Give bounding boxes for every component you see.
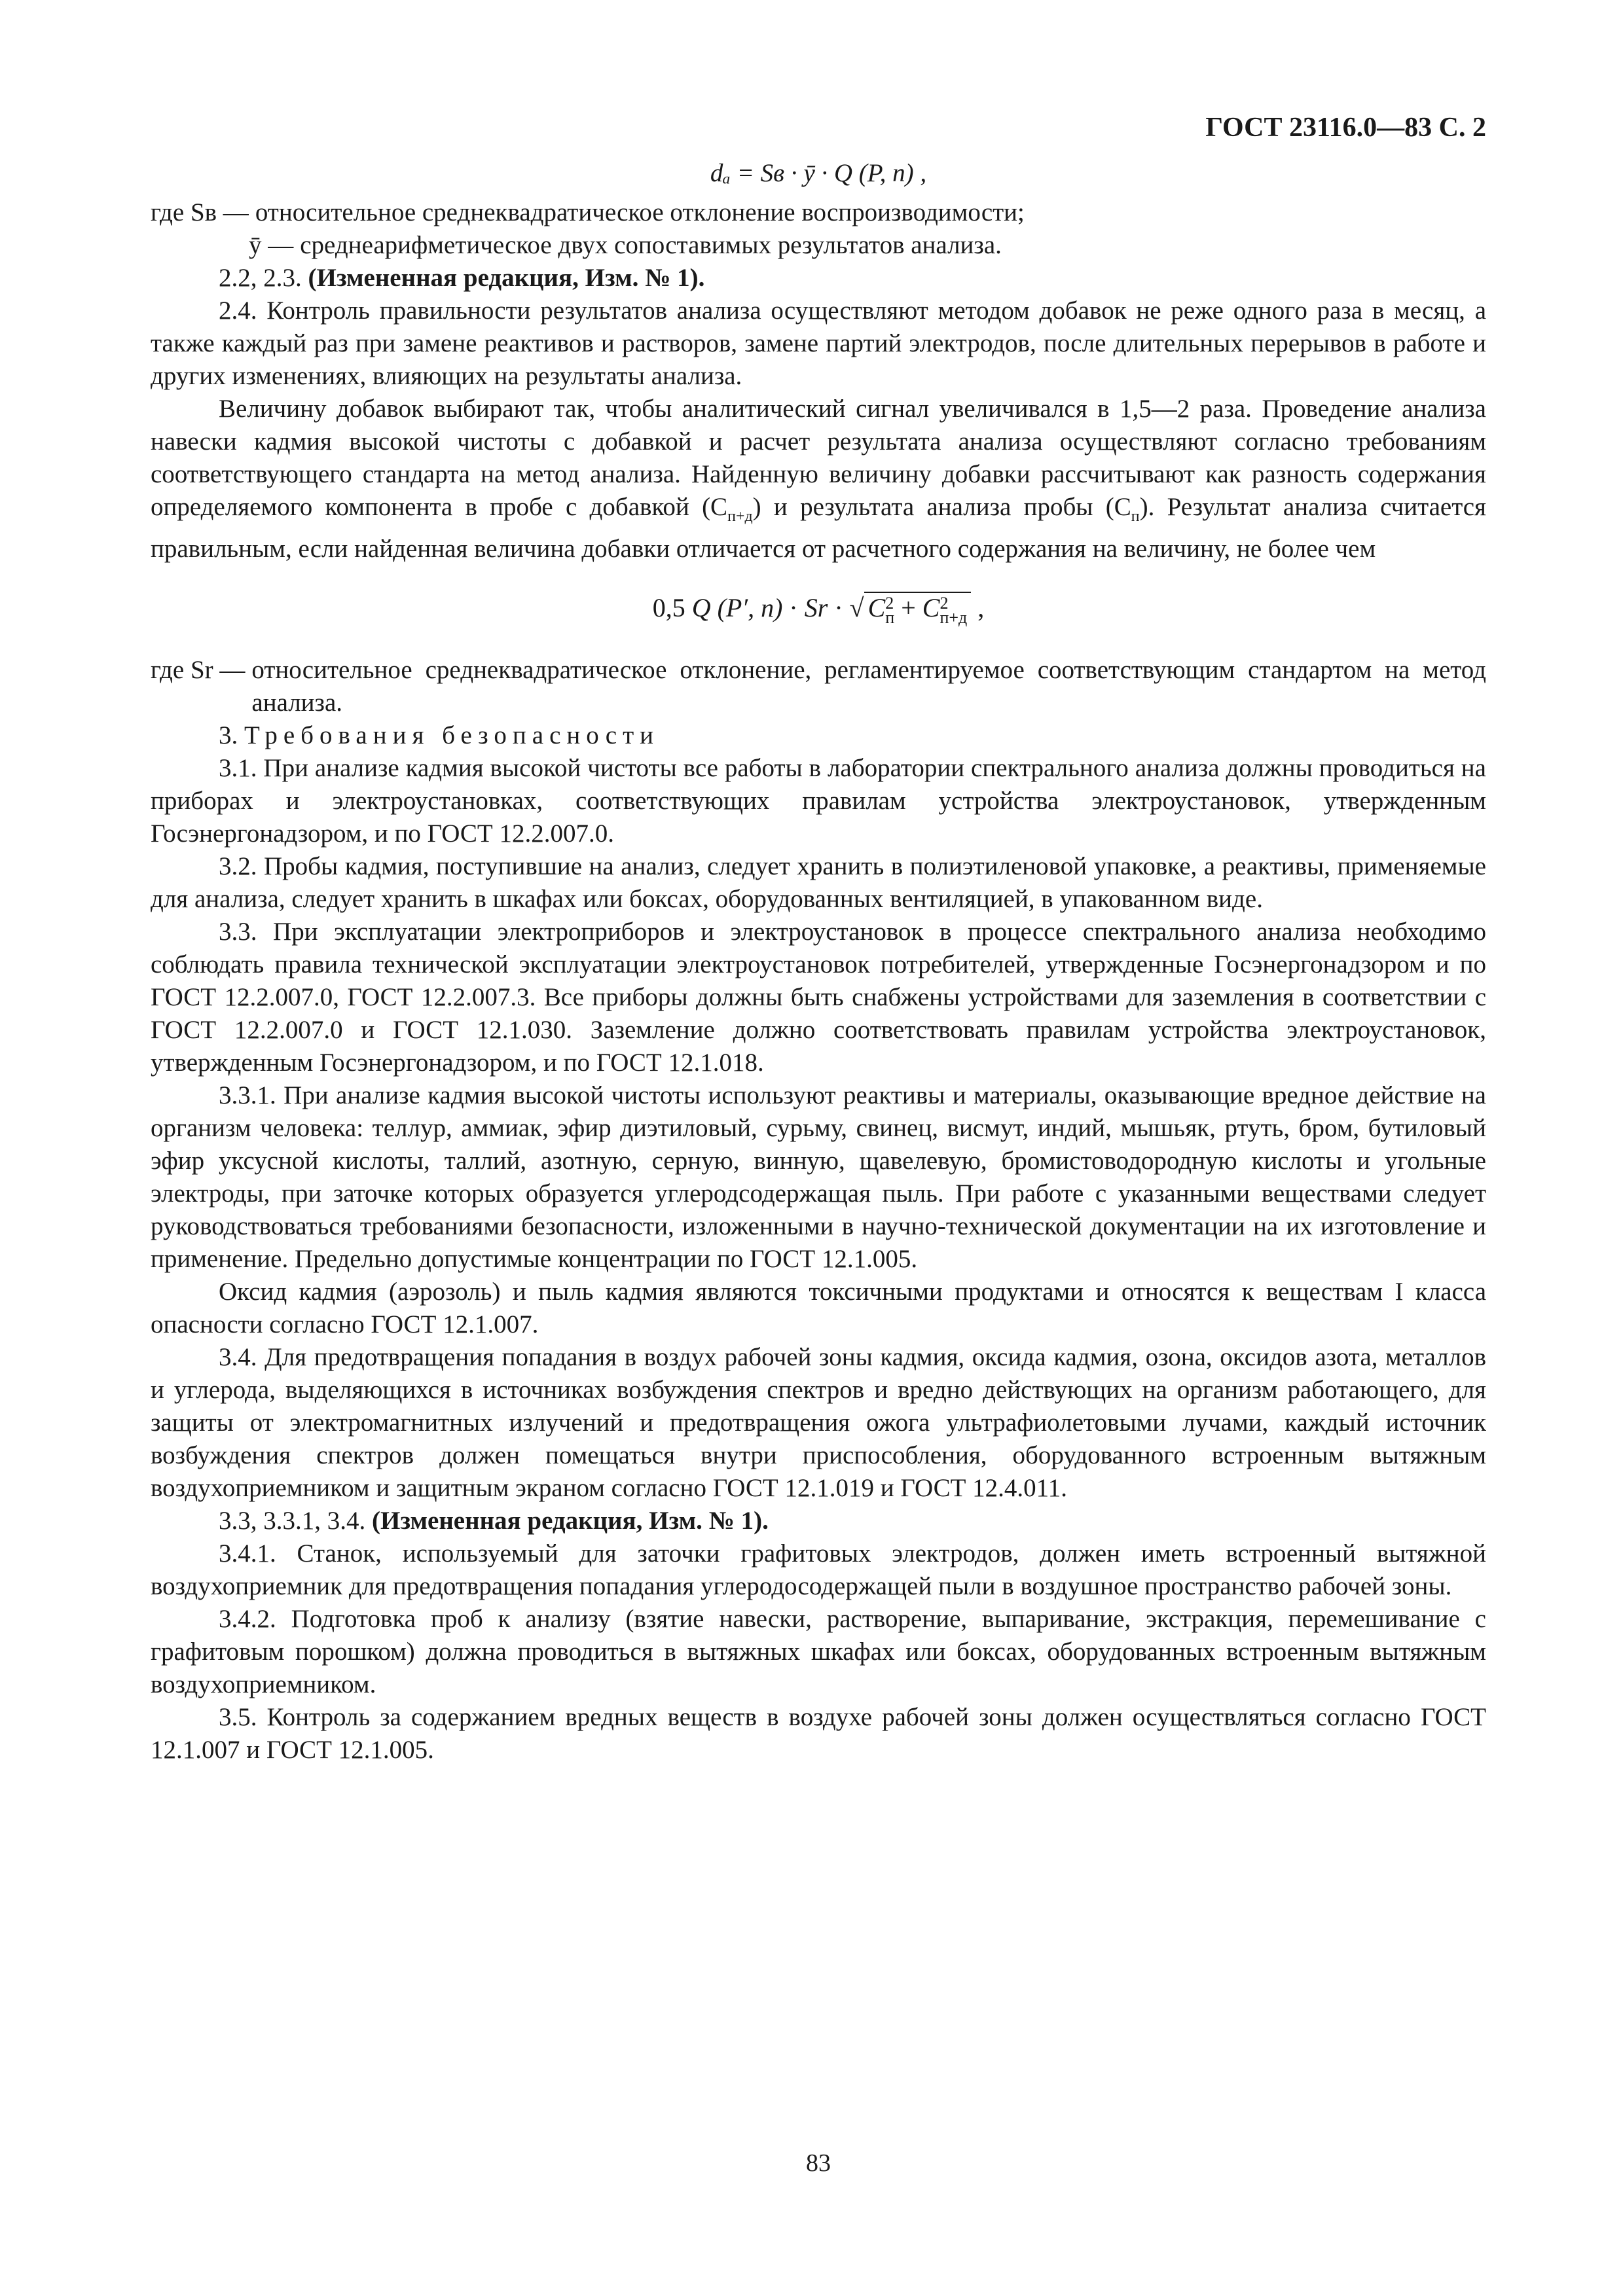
revision-note-2: (Измененная редакция, Изм. № 1).	[372, 1506, 769, 1535]
paragraph-2-2-2-3: 2.2, 2.3. (Измененная редакция, Изм. № 1).	[219, 264, 705, 292]
page-header: ГОСТ 23116.0—83 С. 2	[1205, 113, 1486, 143]
paragraph-3-4-1: 3.4.1. Станок, используемый для заточки графитовых электродов, должен иметь встроенный вытяжной воздухоприемник для предотвращения попадания углеродосодержащей пыли в воздушное пространство рабочей зоны.	[151, 1539, 1486, 1600]
where-key-sr: где Sr —	[151, 655, 246, 684]
paragraph-2-4-additions: Величину добавок выбирают так, чтобы аналитический сигнал увеличивался в 1,5—2 раза. Проведение анализа навески кадмия высокой чистоты с добавкой и расчет результата анализа осуществляют согласно требованиям соответствующего стандарта на метод анализа. Найденную величину добавки рассчитывают как разность содержания определяемого компонента в пробе с добавкой $(C_{п+д})$ и результата анализа пробы $(C_п)$. Результат анализа считается правильным, если найденная величина добавки отличается от расчетного содержания на величину, не более чем	[151, 395, 1486, 563]
where-key-y: ȳ —	[249, 231, 294, 259]
where-block-1	[151, 196, 1486, 229]
section-3-heading: 3. Требования безопасности	[219, 721, 659, 749]
paragraph-2-4: 2.4. Контроль правильности результатов анализа осуществляют методом добавок не реже одного раза в месяц, а также каждый раз при замене реактивов и растворов, замене партий электродов, после длительных перерывов в работе и других изменениях, влияющих на результаты анализа.	[151, 296, 1486, 390]
paragraph-revision-3: 3.3, 3.3.1, 3.4. (Измененная редакция, Изм. № 1).	[219, 1506, 769, 1535]
formula-da: dₐ = Sв · ȳ · Q (P, n) ,	[710, 159, 927, 187]
paragraph-3-1: 3.1. При анализе кадмия высокой чистоты все работы в лаборатории спектрального анализа должны проводиться на приборах и электроустановках, соответствующих правилам устройства электроустановок, утвержденным Госэнергонадзором, и по ГОСТ 12.2.007.0.	[151, 753, 1486, 848]
paragraph-3-3: 3.3. При эксплуатации электроприборов и электроустановок в процессе спектрального анализа необходимо соблюдать правила технической эксплуатации электроустановок потребителей, утвержденные Госэнергонадзором и по ГОСТ 12.2.007.0, ГОСТ 12.2.007.3. Все приборы должны быть снабжены устройствами для заземления в соответствии с ГОСТ 12.2.007.0 и ГОСТ 12.1.030. Заземление должно соответствовать правилам устройства электроустановок, утвержденным Госэнергонадзором, и по ГОСТ 12.1.018.	[151, 917, 1486, 1077]
formula-tolerance: 0,5 Q (P′, n) · Sr · √ C2 п + C2 п+д ,	[652, 592, 985, 627]
paragraph-3-2: 3.2. Пробы кадмия, поступившие на анализ, следует хранить в полиэтиленовой упаковке, а реактивы, применяемые для анализа, следует хранить в шкафах или боксах, оборудованных вентиляцией, в упакованном виде.	[151, 852, 1486, 913]
paragraph-3-3-1: 3.3.1. При анализе кадмия высокой чистоты используют реактивы и материалы, оказывающие вредное действие на организм человека: теллур, аммиак, эфир диэтиловый, сурьму, свинец, висмут, индий, мышьяк, ртуть, бром, бутиловый эфир уксусной кислоты, таллий, азотную, серную, винную, щавелевую, бромистоводородную кислоты и угольные электроды, при заточке которых образуется углеродсодержащая пыль. При работе с указанными веществами следует руководствоваться требованиями безопасности, изложенными в научно-технической документации на их изготовление и применение. Предельно допустимые концентрации по ГОСТ 12.1.005.	[151, 1081, 1486, 1273]
where-block-1b	[151, 229, 1486, 262]
paragraph-3-4-2: 3.4.2. Подготовка проб к анализу (взятие навески, растворение, выпаривание, экстракция, перемешивание с графитовым порошком) должна проводиться в вытяжных шкафах или боксах, оборудованных встроенным вытяжным воздухоприемником.	[151, 1604, 1486, 1698]
paragraph-3-4: 3.4. Для предотвращения попадания в воздух рабочей зоны кадмия, оксида кадмия, озона, оксидов азота, металлов и углерода, выделяющихся в источниках возбуждения спектров и вредно действующих на организм работающего, для защиты от электромагнитных излучений и предотвращения ожога ультрафиолетовыми лучами, каждый источник возбуждения спектров должен помещаться внутри приспособления, оборудованного встроенным вытяжным воздухоприемником и защитным экраном согласно ГОСТ 12.1.019 и ГОСТ 12.4.011.	[151, 1342, 1486, 1502]
paragraph-3-3-1-oxide: Оксид кадмия (аэрозоль) и пыль кадмия являются токсичными продуктами и относятся к веществам I класса опасности согласно ГОСТ 12.1.007.	[151, 1277, 1486, 1338]
document-page	[151, 111, 1486, 2177]
revision-note: (Измененная редакция, Изм. № 1).	[308, 264, 705, 292]
where-value-y: среднеарифметическое двух сопоставимых результатов анализа.	[300, 231, 1002, 259]
where-block-2	[151, 654, 1486, 719]
sqrt-radicand: C2 п + C2 п+д	[864, 592, 972, 622]
where-value-sr: относительное среднеквадратическое отклонение, регламентируемое соответствующим стандартом на метод анализа.	[251, 655, 1486, 717]
where-value-sv: относительное среднеквадратическое отклонение воспроизводимости;	[255, 198, 1025, 226]
paragraph-3-5: 3.5. Контроль за содержанием вредных веществ в воздухе рабочей зоны должен осуществляться согласно ГОСТ 12.1.007 и ГОСТ 12.1.005.	[151, 1702, 1486, 1764]
where-key-sv: где Sв —	[151, 198, 249, 226]
page-number: 83	[806, 2149, 831, 2177]
